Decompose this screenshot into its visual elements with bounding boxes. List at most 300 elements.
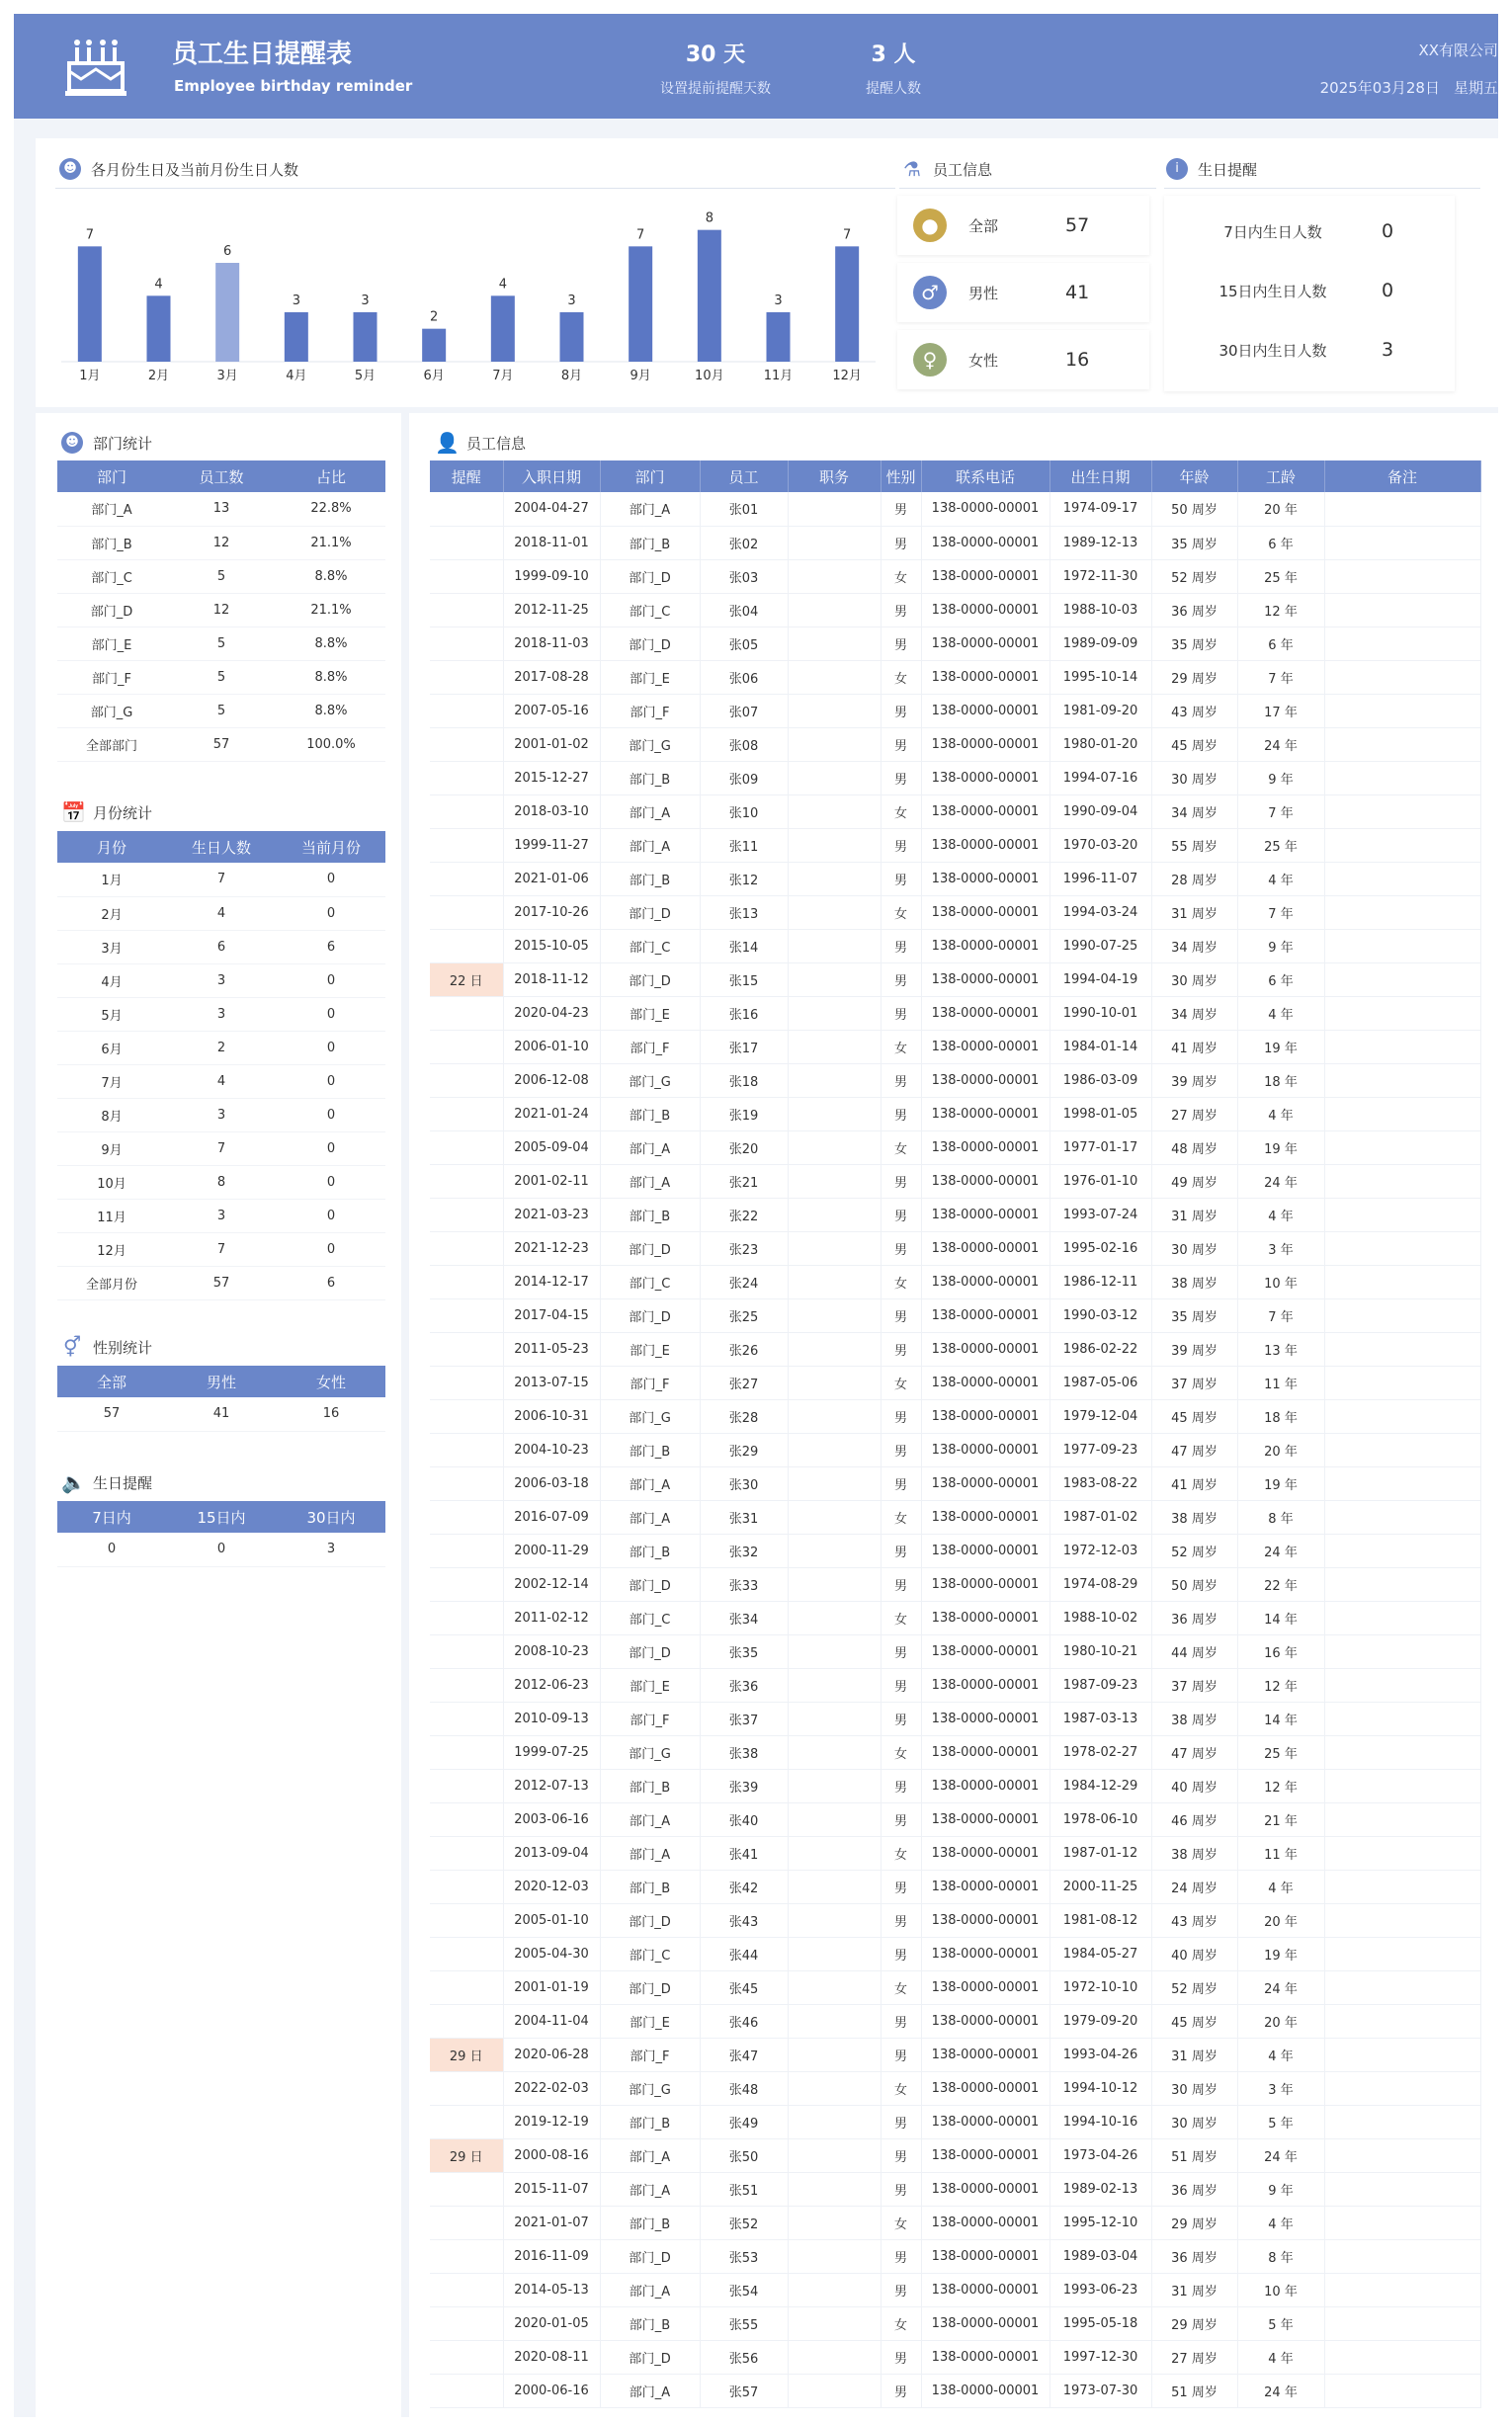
employee-cell: 男: [881, 2340, 921, 2374]
employee-cell: 女: [881, 794, 921, 828]
employee-cell: 张50: [700, 2138, 788, 2172]
reminder-stats-header[interactable]: 7日内: [57, 1501, 166, 1533]
employee-cell: [430, 526, 503, 559]
employee-row: [430, 1265, 1480, 1298]
employee-row: [430, 1298, 1480, 1332]
employee-cell: 1988-10-02: [1050, 1601, 1151, 1634]
male-employees-card[interactable]: [897, 263, 1149, 322]
employee-cell: 35 周岁: [1151, 526, 1237, 559]
dept-stats-cell: 57: [166, 727, 277, 761]
employee-cell: 31 周岁: [1151, 1198, 1237, 1231]
employee-cell: 2021-01-24: [503, 1097, 600, 1130]
employee-cell: 1986-03-09: [1050, 1063, 1151, 1097]
month-stats-cell: 7: [166, 1131, 277, 1165]
employee-cell: [430, 1769, 503, 1802]
emp-info-title-text: 员工信息: [933, 160, 993, 179]
month-stats-cell: 6: [166, 930, 277, 963]
dept-section-title: [61, 432, 152, 454]
employee-cell: [430, 828, 503, 862]
employee-cell: 24 年: [1237, 1164, 1324, 1198]
employee-cell: 138-0000-00001: [921, 1366, 1050, 1399]
chart-title-text: 各月份生日及当前月份生日人数: [91, 160, 299, 179]
employee-cell: 138-0000-00001: [921, 1735, 1050, 1769]
month-stats-cell: 6月: [57, 1031, 166, 1064]
employee-header[interactable]: 入职日期: [503, 460, 600, 492]
bar-1月[interactable]: [78, 246, 102, 362]
employee-cell: [1324, 1063, 1480, 1097]
employee-cell: [1324, 1567, 1480, 1601]
employee-cell: 部门_B: [600, 1870, 700, 1903]
employee-cell: 138-0000-00001: [921, 996, 1050, 1030]
employee-cell: 部门_G: [600, 727, 700, 761]
employee-row: [430, 1735, 1480, 1769]
employee-cell: 1987-01-02: [1050, 1500, 1151, 1534]
divider: [899, 188, 1156, 189]
employee-cell: 部门_E: [600, 1332, 700, 1366]
employee-cell: 1973-04-26: [1050, 2138, 1151, 2172]
employee-cell: 张04: [700, 593, 788, 627]
dept-stats-cell: 部门_G: [57, 694, 166, 727]
employee-header[interactable]: 部门: [600, 460, 700, 492]
employee-cell: 张56: [700, 2340, 788, 2374]
employee-cell: [788, 2374, 881, 2407]
employee-header[interactable]: 职务: [788, 460, 881, 492]
employee-cell: 男: [881, 862, 921, 895]
employee-row: [430, 2273, 1480, 2306]
reminder-days-stat[interactable]: [627, 38, 804, 98]
employee-header[interactable]: 工龄: [1237, 460, 1324, 492]
female-employees-card[interactable]: [897, 330, 1149, 389]
employee-row: [430, 1970, 1480, 2004]
employee-cell: 2001-01-02: [503, 727, 600, 761]
dept-stats-header[interactable]: 部门: [57, 460, 166, 492]
gender-stats-header[interactable]: 全部: [57, 1366, 166, 1397]
employee-cell: [1324, 2105, 1480, 2138]
dept-stats-cell: 12: [166, 593, 277, 627]
employee-cell: [788, 1231, 881, 1265]
employee-row: [430, 2206, 1480, 2239]
month-stats-header[interactable]: 月份: [57, 831, 166, 863]
employee-cell: 张42: [700, 1870, 788, 1903]
employee-cell: 部门_B: [600, 1433, 700, 1466]
employee-cell: 2017-08-28: [503, 660, 600, 694]
employee-cell: 138-0000-00001: [921, 1298, 1050, 1332]
employee-cell: 2020-12-03: [503, 1870, 600, 1903]
dept-stats-row: [57, 559, 385, 593]
employee-cell: [788, 2004, 881, 2038]
employee-cell: 29 日: [430, 2138, 503, 2172]
employee-cell: 8 年: [1237, 1500, 1324, 1534]
employee-cell: 张18: [700, 1063, 788, 1097]
reminder-row-7[interactable]: [1164, 202, 1455, 261]
employee-cell: 2017-10-26: [503, 895, 600, 929]
employee-cell: 男: [881, 1198, 921, 1231]
dept-stats-row: [57, 727, 385, 761]
employee-cell: [430, 1836, 503, 1870]
bar-9月[interactable]: [629, 246, 652, 362]
employee-cell: 39 周岁: [1151, 1332, 1237, 1366]
employee-cell: [430, 559, 503, 593]
employee-cell: 男: [881, 2138, 921, 2172]
employee-cell: [788, 895, 881, 929]
bar-value-label: 3: [567, 293, 576, 308]
employee-cell: 138-0000-00001: [921, 2038, 1050, 2071]
employee-cell: 部门_B: [600, 2206, 700, 2239]
employee-cell: 2006-10-31: [503, 1399, 600, 1433]
employee-cell: 138-0000-00001: [921, 929, 1050, 962]
month-stats-cell: 4月: [57, 963, 166, 997]
employee-cell: [430, 1332, 503, 1366]
employee-cell: 55 周岁: [1151, 828, 1237, 862]
employee-header[interactable]: 性别: [881, 460, 921, 492]
employee-cell: 男: [881, 1231, 921, 1265]
employee-cell: 5 年: [1237, 2306, 1324, 2340]
gender-stats-cell: 16: [277, 1397, 385, 1431]
employee-cell: 138-0000-00001: [921, 1198, 1050, 1231]
employee-cell: 44 周岁: [1151, 1634, 1237, 1668]
employee-cell: 2020-01-05: [503, 2306, 600, 2340]
employee-table: [430, 460, 1481, 2408]
employee-cell: 138-0000-00001: [921, 2206, 1050, 2239]
employee-cell: 4 年: [1237, 2206, 1324, 2239]
employee-cell: 138-0000-00001: [921, 2071, 1050, 2105]
month-stats-cell: 4: [166, 1064, 277, 1098]
bar-7月[interactable]: [491, 295, 515, 362]
bar-3月[interactable]: [215, 263, 239, 362]
page-subtitle: Employee birthday reminder: [174, 77, 413, 95]
employee-cell: [430, 1366, 503, 1399]
bar-11月[interactable]: [767, 312, 791, 362]
employee-cell: 30 周岁: [1151, 2105, 1237, 2138]
employee-cell: [430, 1399, 503, 1433]
employee-cell: 138-0000-00001: [921, 2004, 1050, 2038]
employee-cell: [430, 1668, 503, 1702]
employee-cell: [788, 996, 881, 1030]
employee-cell: 男: [881, 727, 921, 761]
employee-cell: 19 年: [1237, 1466, 1324, 1500]
divider: [1164, 188, 1480, 189]
employee-cell: 男: [881, 2239, 921, 2273]
month-stats-cell: 0: [277, 896, 385, 930]
bar-value-label: 3: [774, 293, 783, 308]
employee-cell: [430, 2071, 503, 2105]
employee-cell: [430, 2172, 503, 2206]
employee-cell: 5 年: [1237, 2105, 1324, 2138]
employee-cell: 34 周岁: [1151, 929, 1237, 962]
dept-stats-header[interactable]: 员工数: [166, 460, 277, 492]
employee-cell: [1324, 559, 1480, 593]
gender-stats-header[interactable]: 女性: [277, 1366, 385, 1397]
employee-cell: 31 周岁: [1151, 2038, 1237, 2071]
employee-cell: 张21: [700, 1164, 788, 1198]
dept-stats-cell: 部门_F: [57, 660, 166, 694]
employee-cell: 138-0000-00001: [921, 2340, 1050, 2374]
month-stats-cell: 3: [166, 1098, 277, 1131]
month-stats-header[interactable]: 当前月份: [277, 831, 385, 863]
employee-cell: [1324, 2172, 1480, 2206]
employee-cell: 张17: [700, 1030, 788, 1063]
employee-cell: 张45: [700, 1970, 788, 2004]
employee-cell: 张40: [700, 1802, 788, 1836]
month-stats-header[interactable]: 生日人数: [166, 831, 277, 863]
employee-cell: 男: [881, 1668, 921, 1702]
gender-stats-header[interactable]: 男性: [166, 1366, 277, 1397]
employee-cell: 16 年: [1237, 1634, 1324, 1668]
employee-cell: 2021-01-07: [503, 2206, 600, 2239]
reminder-count-label: 提醒人数: [866, 81, 921, 97]
dept-stats-row: [57, 526, 385, 559]
employee-cell: 张47: [700, 2038, 788, 2071]
employee-cell: 张12: [700, 862, 788, 895]
month-stats-cell: 57: [166, 1266, 277, 1299]
employee-cell: [1324, 1534, 1480, 1567]
employee-cell: [1324, 2273, 1480, 2306]
employee-cell: [788, 1097, 881, 1130]
bar-10月[interactable]: [698, 230, 721, 362]
employee-cell: 20 年: [1237, 1433, 1324, 1466]
dept-stats-cell: 8.8%: [277, 559, 385, 593]
employee-row: [430, 1534, 1480, 1567]
employee-header[interactable]: 备注: [1324, 460, 1480, 492]
employee-cell: [430, 694, 503, 727]
dept-stats-cell: 21.1%: [277, 593, 385, 627]
employee-cell: 1993-06-23: [1050, 2273, 1151, 2306]
employee-cell: 张15: [700, 962, 788, 996]
employee-cell: 部门_A: [600, 794, 700, 828]
employee-cell: [1324, 1399, 1480, 1433]
employee-cell: 1989-03-04: [1050, 2239, 1151, 2273]
employee-row: [430, 1466, 1480, 1500]
employee-cell: 男: [881, 929, 921, 962]
employee-cell: 男: [881, 1567, 921, 1601]
employee-cell: 男: [881, 1399, 921, 1433]
employee-cell: [430, 1198, 503, 1231]
employee-cell: [430, 1802, 503, 1836]
employee-cell: [430, 1735, 503, 1769]
employee-cell: 138-0000-00001: [921, 2306, 1050, 2340]
employee-cell: 34 周岁: [1151, 996, 1237, 1030]
dept-stats-cell: 部门_A: [57, 492, 166, 526]
employee-cell: [1324, 1097, 1480, 1130]
employee-cell: 2022-02-03: [503, 2071, 600, 2105]
employee-cell: 41 周岁: [1151, 1030, 1237, 1063]
employee-cell: [788, 929, 881, 962]
employee-cell: 138-0000-00001: [921, 1534, 1050, 1567]
dept-stats-cell: 8.8%: [277, 627, 385, 660]
employee-cell: 4 年: [1237, 2340, 1324, 2374]
employee-cell: 45 周岁: [1151, 727, 1237, 761]
employee-cell: 部门_A: [600, 828, 700, 862]
employee-cell: 1974-09-17: [1050, 492, 1151, 526]
employee-cell: 21 年: [1237, 1802, 1324, 1836]
employee-cell: [788, 1802, 881, 1836]
employee-row: [430, 526, 1480, 559]
employee-row: [430, 559, 1480, 593]
employee-cell: 1970-03-20: [1050, 828, 1151, 862]
gender-title-text: 性别统计: [93, 1338, 153, 1357]
person-icon: ●: [913, 209, 947, 242]
employee-cell: 部门_B: [600, 1769, 700, 1802]
employee-cell: 张05: [700, 627, 788, 660]
bar-2月[interactable]: [147, 295, 171, 362]
employee-cell: 138-0000-00001: [921, 2374, 1050, 2407]
employee-cell: 31 周岁: [1151, 895, 1237, 929]
employee-cell: [430, 1231, 503, 1265]
employee-cell: 50 周岁: [1151, 492, 1237, 526]
employee-cell: 28 周岁: [1151, 862, 1237, 895]
employee-cell: 男: [881, 492, 921, 526]
employee-cell: 2021-03-23: [503, 1198, 600, 1231]
reminder-stats-row: [57, 1533, 385, 1566]
all-employees-card[interactable]: [897, 196, 1149, 255]
employee-row: [430, 1769, 1480, 1802]
employee-cell: 2000-11-29: [503, 1534, 600, 1567]
reminder-label: 7日内生日人数: [1223, 222, 1322, 241]
employee-cell: 张49: [700, 2105, 788, 2138]
employee-header[interactable]: 出生日期: [1050, 460, 1151, 492]
reminder-row-15[interactable]: [1164, 261, 1455, 320]
employee-cell: 男: [881, 2004, 921, 2038]
employee-cell: 1979-09-20: [1050, 2004, 1151, 2038]
employee-cell: [788, 1030, 881, 1063]
employee-cell: [788, 794, 881, 828]
employee-cell: 17 年: [1237, 694, 1324, 727]
employee-row: [430, 1433, 1480, 1466]
employee-cell: 51 周岁: [1151, 2138, 1237, 2172]
employee-cell: 女: [881, 2206, 921, 2239]
employee-cell: 30 周岁: [1151, 2071, 1237, 2105]
employee-cell: [430, 1970, 503, 2004]
employee-row: [430, 1399, 1480, 1433]
employee-cell: [1324, 1030, 1480, 1063]
month-stats-table: [57, 831, 385, 1300]
employee-cell: 张28: [700, 1399, 788, 1433]
employee-cell: [430, 2306, 503, 2340]
employee-cell: 张23: [700, 1231, 788, 1265]
x-tick-label: 11月: [763, 369, 794, 383]
employee-cell: 52 周岁: [1151, 559, 1237, 593]
employee-cell: 部门_A: [600, 1836, 700, 1870]
employee-cell: 138-0000-00001: [921, 1030, 1050, 1063]
employee-cell: 138-0000-00001: [921, 962, 1050, 996]
employee-row: [430, 794, 1480, 828]
employee-cell: 29 日: [430, 2038, 503, 2071]
employee-header[interactable]: 年龄: [1151, 460, 1237, 492]
employee-cell: 2015-10-05: [503, 929, 600, 962]
employee-cell: 女: [881, 1735, 921, 1769]
reminder-stats-header[interactable]: 30日内: [277, 1501, 385, 1533]
employee-cell: 女: [881, 660, 921, 694]
employee-cell: 部门_F: [600, 1366, 700, 1399]
month-stats-cell: 0: [277, 1232, 385, 1266]
bar-8月[interactable]: [560, 312, 584, 362]
employee-cell: 25 年: [1237, 828, 1324, 862]
employee-row: [430, 1937, 1480, 1970]
employee-cell: 138-0000-00001: [921, 1567, 1050, 1601]
employee-cell: 部门_D: [600, 559, 700, 593]
employee-cell: [430, 996, 503, 1030]
employee-cell: 部门_B: [600, 1534, 700, 1567]
employee-cell: 张19: [700, 1097, 788, 1130]
employee-cell: 男: [881, 694, 921, 727]
employee-cell: [788, 727, 881, 761]
employee-cell: [788, 1567, 881, 1601]
employee-header[interactable]: 提醒: [430, 460, 503, 492]
employee-cell: 张33: [700, 1567, 788, 1601]
month-stats-row: [57, 863, 385, 896]
bar-4月[interactable]: [285, 312, 308, 362]
employee-cell: [1324, 761, 1480, 794]
employee-cell: 52 周岁: [1151, 1970, 1237, 2004]
bar-value-label: 3: [361, 293, 370, 308]
employee-cell: [1324, 862, 1480, 895]
employee-cell: 1981-08-12: [1050, 1903, 1151, 1937]
employee-cell: 部门_D: [600, 627, 700, 660]
employee-cell: [1324, 627, 1480, 660]
employee-cell: [788, 627, 881, 660]
employee-cell: [1324, 895, 1480, 929]
employee-cell: 部门_A: [600, 1500, 700, 1534]
employee-cell: 2000-06-16: [503, 2374, 600, 2407]
employee-cell: 9 年: [1237, 761, 1324, 794]
employee-cell: 1994-10-16: [1050, 2105, 1151, 2138]
bar-12月[interactable]: [835, 246, 859, 362]
dept-stats-header[interactable]: 占比: [277, 460, 385, 492]
employee-cell: 138-0000-00001: [921, 1870, 1050, 1903]
employee-cell: [788, 1466, 881, 1500]
employee-cell: [788, 962, 881, 996]
month-stats-cell: 5月: [57, 997, 166, 1031]
employee-cell: 1972-11-30: [1050, 559, 1151, 593]
bar-5月[interactable]: [354, 312, 378, 362]
reminder-row-30[interactable]: [1164, 320, 1455, 379]
employee-cell: 女: [881, 1601, 921, 1634]
reminder-stats-header[interactable]: 15日内: [166, 1501, 277, 1533]
employee-cell: 138-0000-00001: [921, 627, 1050, 660]
employee-cell: [1324, 593, 1480, 627]
employee-row: [430, 2306, 1480, 2340]
employee-cell: 138-0000-00001: [921, 828, 1050, 862]
x-tick-label: 12月: [832, 369, 862, 383]
bar-value-label: 2: [430, 309, 439, 325]
employee-cell: [430, 1097, 503, 1130]
employee-cell: 2018-11-12: [503, 962, 600, 996]
employee-cell: 24 年: [1237, 2374, 1324, 2407]
month-section-title: [61, 801, 152, 823]
employee-cell: 3 年: [1237, 1231, 1324, 1265]
reminder-value: 0: [1382, 280, 1394, 301]
employee-cell: 男: [881, 2172, 921, 2206]
employee-header[interactable]: 员工: [700, 460, 788, 492]
bar-6月[interactable]: [422, 329, 446, 362]
employee-cell: 2006-12-08: [503, 1063, 600, 1097]
employee-cell: [1324, 1634, 1480, 1668]
reminder-value: 3: [1382, 339, 1394, 361]
employee-cell: 张34: [700, 1601, 788, 1634]
employee-cell: [788, 1332, 881, 1366]
employee-cell: 2008-10-23: [503, 1634, 600, 1668]
employee-header[interactable]: 联系电话: [921, 460, 1050, 492]
month-stats-cell: 0: [277, 1199, 385, 1232]
employee-row: [430, 660, 1480, 694]
employee-cell: 男: [881, 1903, 921, 1937]
employee-cell: 张03: [700, 559, 788, 593]
employee-cell: 4 年: [1237, 1198, 1324, 1231]
employee-cell: [430, 929, 503, 962]
employee-cell: [788, 1534, 881, 1567]
employee-cell: [430, 2004, 503, 2038]
employee-cell: [788, 1500, 881, 1534]
